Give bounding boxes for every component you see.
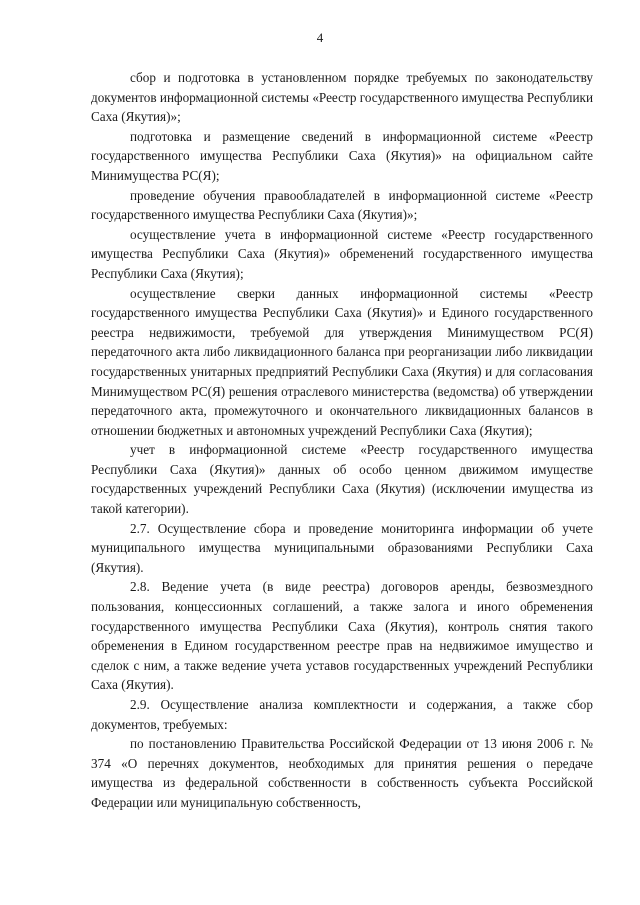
document-body (91, 68, 593, 813)
paragraph-section-2-7: 2.7. Осуществление сбора и проведение мониторинга информации об учете муниципального имущества муниципальными образованиями Республики Саха (Якутия). (91, 520, 593, 575)
paragraph-data-reconciliation: осуществление сверки данных информационной системы «Реестр государственного имущества Республики Саха (Якутия)» и Единого государственного реестра недвижимости, требуемой для утверждения Минимуществом РС(Я) передаточного акта либо ликвидационного баланса при реорганизации либо ликвидации государственных унитарных предприятий Республики Саха (Якутия) и для согласования Минимуществом РС(Я) решения отраслевого министерства (ведомства) об утверждении передаточного акта, промежуточного и окончательного ликвидационных балансов в отношении бюджетных и автономных учреждений Республики Саха (Якутия); (91, 285, 593, 438)
page-number: 4 (316, 30, 324, 45)
paragraph-resolution-374: по постановлению Правительства Российской Федерации от 13 июня 2006 г. № 374 «О перечнях документов, необходимых для принятия решения о передаче имущества из федеральной собственности в собственность субъекта Российской Федерации или муниципальную собственность, (91, 736, 593, 810)
paragraph-section-2-9: 2.9. Осуществление анализа комплектности и содержания, а также сбор документов, требуемых: (91, 697, 593, 732)
paragraph-valuable-property: учет в информационной системе «Реестр государственного имущества Республики Саха (Якутия)» данных об особо ценном движимом имуществе государственных учреждений Республики Саха (Якутия) (исключении имущества из такой категории). (91, 442, 593, 517)
paragraph-training: проведение обучения правообладателей в информационной системе «Реестр государственного имущества Республики Саха (Якутия)»; (91, 187, 593, 223)
paragraph-encumbrance-accounting: осуществление учета в информационной системе «Реестр государственного имущества Республики Саха (Якутия)» обременений государственного имущества Республики Саха (Якутия); (91, 226, 593, 281)
paragraph-section-2-8: 2.8. Ведение учета (в виде реестра) договоров аренды, безвозмездного пользования, концессионных соглашений, а также залога и иного обременения государственного имущества Республики Саха (Якутия), контроль снятия такого обременения в Едином государственном реестре прав на недвижимое имущество и сделок с ним, а также ведение учета уставов государственных учреждений Республики Саха (Якутия). (91, 579, 593, 693)
paragraph-publishing-info: подготовка и размещение сведений в информационной системе «Реестр государственного имущества Республики Саха (Якутия)» на официальном сайте Минимущества РС(Я); (91, 128, 593, 183)
paragraph-registry-documents: сбор и подготовка в установленном порядке требуемых по законодательству документов информационной системы «Реестр государственного имущества Республики Саха (Якутия)»; (91, 70, 593, 125)
